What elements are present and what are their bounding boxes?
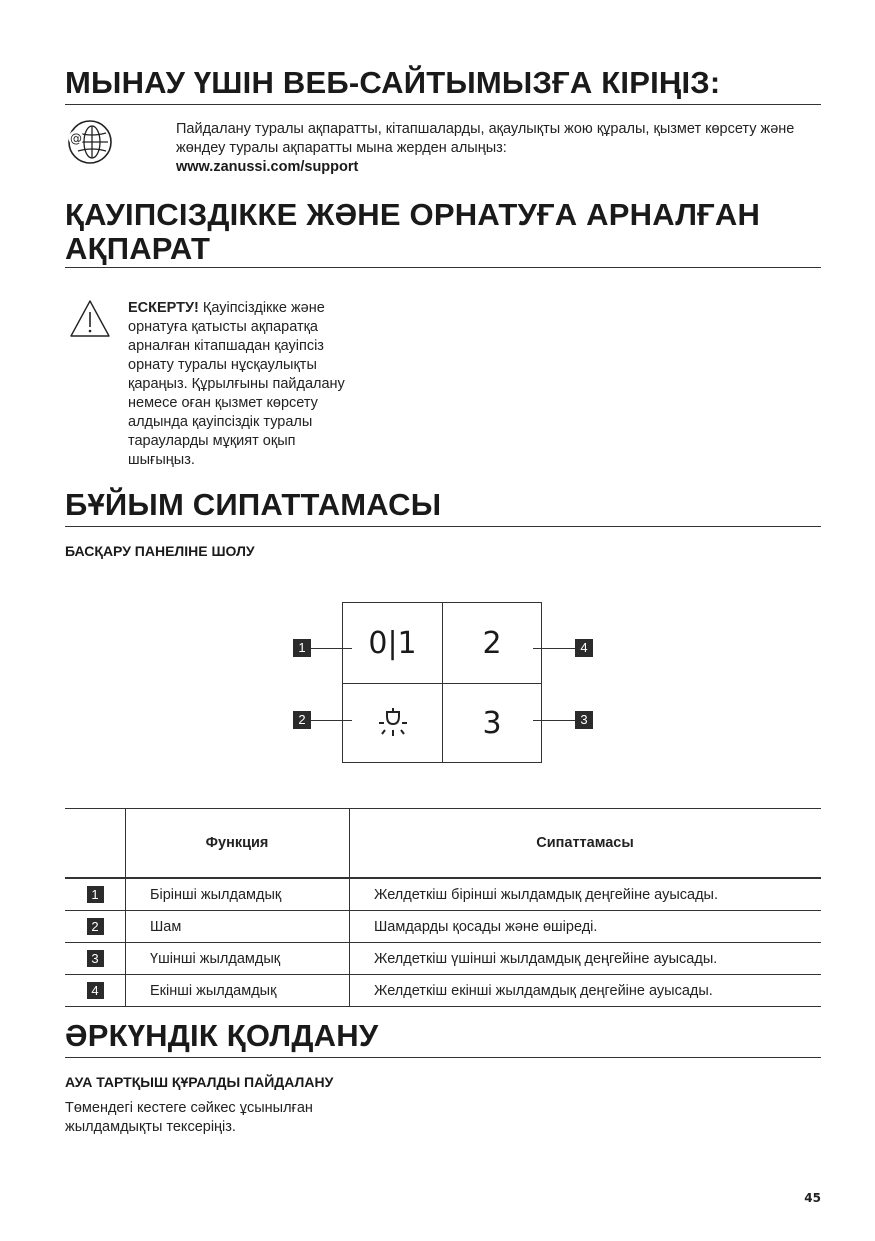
row-description: Желдеткіш үшінші жылдамдық деңгейіне ауысады. [350, 943, 822, 975]
table-header-number [65, 809, 126, 879]
warning-text: ЕСКЕРТУ! Қауіпсіздікке және орнатуға қатысты ақпаратқа арналған кітапшадан қауіпсіз орнату туралы нұсқаулықты қараңыз. Құрылғыны пайдалану немесе оған қызмет көрсету алдында қауіпсіздік туралы тарауларды мұқият оқып шығыңыз. [128, 300, 345, 468]
callout-line [311, 720, 352, 721]
callout-1: 1 [293, 639, 311, 657]
page-number: 45 [804, 1191, 821, 1205]
safety-heading-line2: АҚПАРАТ [65, 231, 211, 266]
speed-3-button[interactable]: 3 [482, 705, 502, 741]
divider [65, 104, 821, 105]
warning-label: ЕСКЕРТУ! [128, 300, 199, 316]
callout-4: 4 [575, 639, 593, 657]
safety-heading [65, 198, 760, 266]
table-header-function: Функция [126, 809, 350, 879]
table-row [65, 878, 821, 911]
lamp-icon [373, 703, 413, 743]
row-number: 2 [87, 918, 104, 935]
callout-line [533, 648, 575, 649]
row-number: 1 [87, 886, 104, 903]
row-number: 3 [87, 950, 104, 967]
on-off-button[interactable]: 0|1 [368, 625, 417, 661]
callout-line [311, 648, 352, 649]
light-button[interactable] [343, 684, 442, 762]
daily-use-text: Төмендегі кестеге сәйкес ұсынылған жылдамдықты тексеріңіз. [65, 1100, 313, 1135]
support-link[interactable]: www.zanussi.com/support [176, 159, 359, 175]
warning-icon [68, 298, 112, 340]
callout-2: 2 [293, 711, 311, 729]
callout-line [533, 720, 575, 721]
table-header-description: Сипаттамасы [350, 809, 822, 879]
row-function: Үшінші жылдамдық [126, 943, 350, 975]
row-description: Шамдарды қосады және өшіреді. [350, 911, 822, 943]
row-description: Желдеткіш екінші жылдамдық деңгейіне ауысады. [350, 975, 822, 1007]
row-function: Шам [126, 911, 350, 943]
safety-heading-line1: ҚАУІПСІЗДІККЕ ЖӘНЕ ОРНАТУҒА АРНАЛҒАН [65, 197, 761, 232]
table-row [65, 943, 821, 975]
divider [65, 267, 821, 268]
callout-3: 3 [575, 711, 593, 729]
table-row [65, 911, 821, 943]
hood-usage-subtitle: АУА ТАРТҚЫШ ҚҰРАЛДЫ ПАЙДАЛАНУ [65, 1074, 334, 1090]
website-heading: МЫНАУ ҮШІН ВЕБ-САЙТЫМЫЗҒА КІРІҢІЗ: [65, 65, 721, 100]
row-number: 4 [87, 982, 104, 999]
divider [65, 1057, 821, 1058]
speed-2-button[interactable]: 2 [482, 625, 502, 661]
table-row [65, 975, 821, 1007]
control-panel-subtitle: БАСҚАРУ ПАНЕЛІНЕ ШОЛУ [65, 543, 255, 559]
website-description: Пайдалану туралы ақпаратты, кітапшаларды, ақаулықты жою құралы, қызмет көрсету және жөндеу туралы ақпаратты мына жерден алыңыз: [176, 121, 795, 156]
row-description: Желдеткіш бірінші жылдамдық деңгейіне ауысады. [350, 878, 822, 911]
product-heading: БҰЙЫМ СИПАТТАМАСЫ [65, 487, 442, 522]
svg-text:@: @ [70, 131, 82, 146]
divider [65, 526, 821, 527]
row-function: Бірінші жылдамдық [126, 878, 350, 911]
globe-icon [62, 118, 114, 166]
daily-use-heading: ӘРКҮНДІК ҚОЛДАНУ [65, 1018, 379, 1053]
function-table [65, 808, 821, 1007]
row-function: Екінші жылдамдық [126, 975, 350, 1007]
